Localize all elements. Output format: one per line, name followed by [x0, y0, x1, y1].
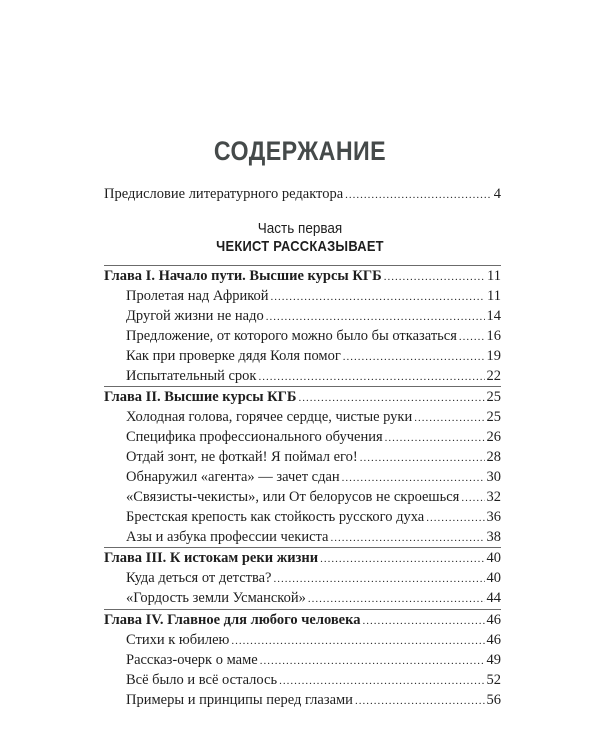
toc-section[interactable]: [126, 407, 501, 427]
dot-leader: [459, 327, 485, 347]
dot-leader: [274, 569, 485, 589]
toc-chapter-3[interactable]: [104, 548, 501, 568]
dot-leader: [320, 549, 484, 569]
dot-leader: [308, 589, 485, 609]
section-title: Рассказ-очерк о маме: [126, 652, 258, 668]
toc-section[interactable]: [126, 366, 501, 386]
toc-section[interactable]: [126, 447, 501, 467]
dot-leader: [279, 671, 484, 691]
chapter-title: Глава III. К истокам реки жизни: [104, 550, 319, 566]
dot-leader: [461, 488, 484, 508]
section-title: Примеры и принципы перед глазами: [126, 692, 353, 708]
chapter-page: 46: [486, 612, 501, 628]
section-title: Стихи к юбилею: [126, 632, 230, 648]
section-title: Другой жизни не надо: [126, 308, 264, 324]
section-page: 11: [487, 288, 501, 304]
dot-leader: [298, 388, 484, 408]
chapter-page: 40: [486, 550, 501, 566]
chapter-title: Глава II. Высшие курсы КГБ: [104, 389, 297, 405]
section-title: Брестская крепость как стойкость русского духа: [126, 509, 425, 525]
section-page: 46: [486, 632, 501, 648]
dot-leader: [363, 611, 485, 631]
dot-leader: [271, 287, 485, 307]
section-page: 32: [486, 489, 501, 505]
section-page: 28: [486, 449, 501, 465]
section-page: 40: [486, 570, 501, 586]
toc-chapter-2[interactable]: [104, 387, 501, 407]
toc-section[interactable]: [126, 690, 501, 710]
dot-leader: [342, 468, 485, 488]
toc-section[interactable]: [126, 346, 501, 366]
dot-leader: [260, 651, 485, 671]
toc-section[interactable]: [126, 286, 501, 306]
dot-leader: [266, 307, 485, 327]
chapter-page: 11: [487, 268, 501, 284]
section-title: Обнаружил «агента» — зачет сдан: [126, 469, 340, 485]
section-page: 44: [486, 590, 501, 606]
section-page: 56: [486, 692, 501, 708]
section-page: 38: [486, 529, 501, 545]
section-title: «Связисты-чекисты», или От белорусов не скроешься: [126, 489, 460, 505]
dot-leader: [330, 528, 484, 548]
dot-leader: [231, 631, 484, 651]
dot-leader: [385, 428, 485, 448]
section-title: «Гордость земли Усманской»: [126, 590, 306, 606]
dot-leader: [345, 185, 492, 205]
dot-leader: [343, 347, 485, 367]
chapter-page: 25: [486, 389, 501, 405]
dot-leader: [258, 367, 484, 387]
section-title: Холодная голова, горячее сердце, чистые руки: [126, 409, 413, 425]
toc-chapter-1[interactable]: [104, 266, 501, 286]
section-title: Азы и азбука профессии чекиста: [126, 529, 329, 545]
toc-entry-preface[interactable]: [104, 184, 501, 204]
section-title: Испытательный срок: [126, 368, 257, 384]
dot-leader: [355, 691, 485, 711]
section-page: 36: [486, 509, 501, 525]
dot-leader: [414, 408, 484, 428]
toc-section[interactable]: [126, 670, 501, 690]
chapter-title: Глава I. Начало пути. Высшие курсы КГБ: [104, 268, 382, 284]
section-title: Предложение, от которого можно было бы отказаться: [126, 328, 457, 344]
dot-leader: [360, 448, 485, 468]
dot-leader: [426, 508, 484, 528]
toc-section[interactable]: [126, 588, 501, 608]
toc-section[interactable]: [126, 568, 501, 588]
section-title: Куда деться от детства?: [126, 570, 272, 586]
toc-chapter-4[interactable]: [104, 610, 501, 630]
toc-section[interactable]: [126, 527, 501, 547]
toc-section[interactable]: [126, 507, 501, 527]
section-page: 25: [486, 409, 501, 425]
toc-entry-title: Предисловие литературного редактора: [104, 186, 344, 202]
section-page: 22: [486, 368, 501, 384]
section-page: 52: [486, 672, 501, 688]
toc-section[interactable]: [126, 630, 501, 650]
toc-section[interactable]: [126, 467, 501, 487]
toc-section[interactable]: [126, 326, 501, 346]
dot-leader: [384, 267, 485, 287]
section-page: 26: [486, 429, 501, 445]
section-title: Специфика профессионального обучения: [126, 429, 383, 445]
toc-entry-page: 4: [493, 186, 501, 202]
part-name: ЧЕКИСТ РАССКАЗЫВАЕТ: [216, 238, 384, 255]
chapter-title: Глава IV. Главное для любого человека: [104, 612, 361, 628]
toc-section[interactable]: [126, 427, 501, 447]
section-page: 19: [486, 348, 501, 364]
section-page: 16: [486, 328, 501, 344]
toc-section[interactable]: [126, 487, 501, 507]
toc-section[interactable]: [126, 650, 501, 670]
section-title: Как при проверке дядя Коля помог: [126, 348, 341, 364]
section-page: 49: [486, 652, 501, 668]
section-page: 30: [486, 469, 501, 485]
page-title: СОДЕРЖАНИЕ: [213, 136, 387, 166]
toc-section[interactable]: [126, 306, 501, 326]
section-title: Всё было и всё осталось: [126, 672, 278, 688]
section-title: Пролетая над Африкой: [126, 288, 269, 304]
part-label: Часть первая: [257, 220, 343, 237]
section-page: 14: [486, 308, 501, 324]
section-title: Отдай зонт, не фоткай! Я поймал его!: [126, 449, 358, 465]
